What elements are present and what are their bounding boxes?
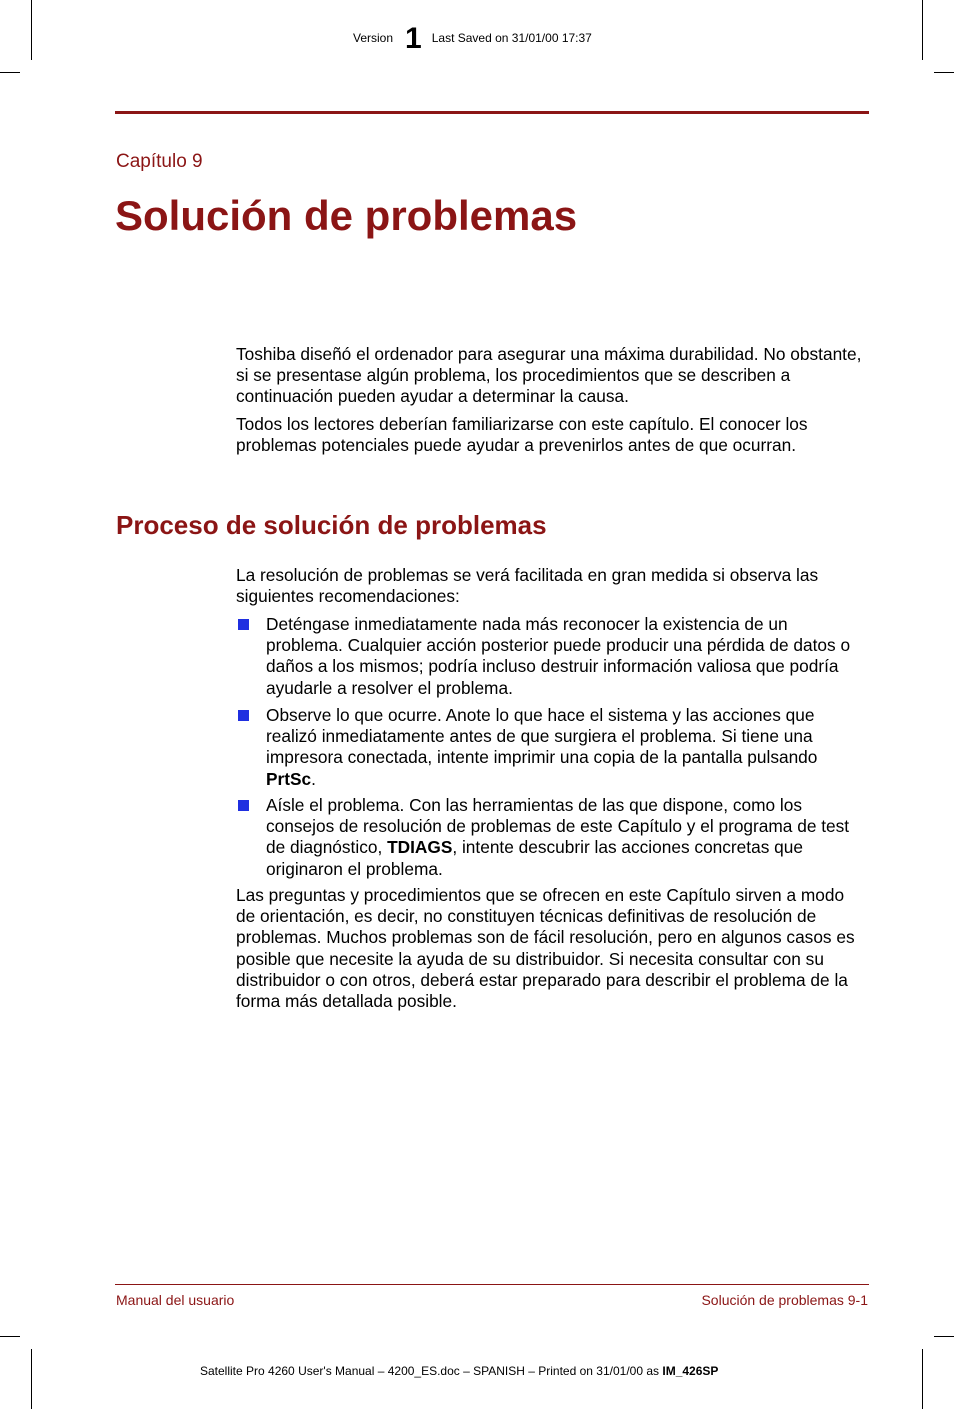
crop-mark <box>31 0 32 60</box>
program-name: TDIAGS <box>387 837 453 858</box>
print-code: IM_426SP <box>662 1364 719 1378</box>
last-saved: Last Saved on 31/01/00 17:37 <box>431 31 592 45</box>
version-header <box>353 22 592 56</box>
crop-mark <box>31 1349 32 1409</box>
section-heading: Proceso de solución de problemas <box>116 510 547 540</box>
chapter-title: Solución de problemas <box>115 192 578 239</box>
bullet-square-icon <box>238 619 249 630</box>
crop-mark <box>922 0 923 60</box>
section-paragraph: Las preguntas y procedimientos que se ofrecen en este Capítulo sirven a modo de orientación, es decir, no constituyen técnicas definitivas de resolución de problemas. Muchos problemas son de fácil resolución, pero en algunos casos es posible que necesite la ayuda de su distribuidor. Si necesita consultar con su distribuidor o con otros, deberá estar preparado para describir el problema de la forma más detallada posible. <box>236 885 855 1012</box>
crop-mark <box>934 1336 954 1337</box>
top-rule <box>115 111 869 114</box>
footer-page-number: Solución de problemas 9-1 <box>701 1292 868 1308</box>
key-name: PrtSc <box>266 768 312 789</box>
bullet-square-icon <box>238 710 249 721</box>
intro-paragraph: Todos los lectores deberían familiarizarse con este capítulo. El conocer los problemas potenciales puede ayudar a prevenirlos antes de que ocurran. <box>236 414 808 456</box>
footer-manual-title: Manual del usuario <box>116 1292 235 1308</box>
crop-mark <box>922 1349 923 1409</box>
crop-mark <box>0 72 20 73</box>
list-item-text: Observe lo que ocurre. Anote lo que hace el sistema y las acciones que realizó inmediatamente antes de que surgiera el problema. Si tiene una impresora conectada, intente imprimir una copia de la pantalla pulsando PrtSc. <box>266 705 818 789</box>
chapter-label: Capítulo 9 <box>116 151 203 172</box>
list-item-text: Aísle el problema. Con las herramientas de las que dispone, como los consejos de resolución de problemas de este Capítulo y el programa de test de diagnóstico, TDIAGS, intente descubrir las acciones concretas que originaron el problema. <box>266 795 850 879</box>
version-number: 1 <box>405 22 422 55</box>
crop-mark <box>934 72 954 73</box>
version-label: Version <box>353 31 394 45</box>
footer-rule <box>115 1284 869 1285</box>
bullet-square-icon <box>238 800 249 811</box>
crop-mark <box>0 1336 20 1337</box>
list-item-text: Deténgase inmediatamente nada más reconocer la existencia de un problema. Cualquier acción posterior puede producir una pérdida de datos o daños a los mismos; podría incluso destruir información valiosa que podría ayudarle a resolver el problema. <box>266 614 851 698</box>
print-info: Satellite Pro 4260 User's Manual – 4200_ES.doc – SPANISH – Printed on 31/01/00 as IM_426SP <box>200 1364 719 1378</box>
intro-paragraph: Toshiba diseñó el ordenador para asegurar una máxima durabilidad. No obstante, si se presentase algún problema, los procedimientos que se describen a continuación pueden ayudar a determinar la causa. <box>236 344 862 407</box>
section-paragraph: La resolución de problemas se verá facilitada en gran medida si observa las siguientes recomendaciones: <box>236 565 819 607</box>
